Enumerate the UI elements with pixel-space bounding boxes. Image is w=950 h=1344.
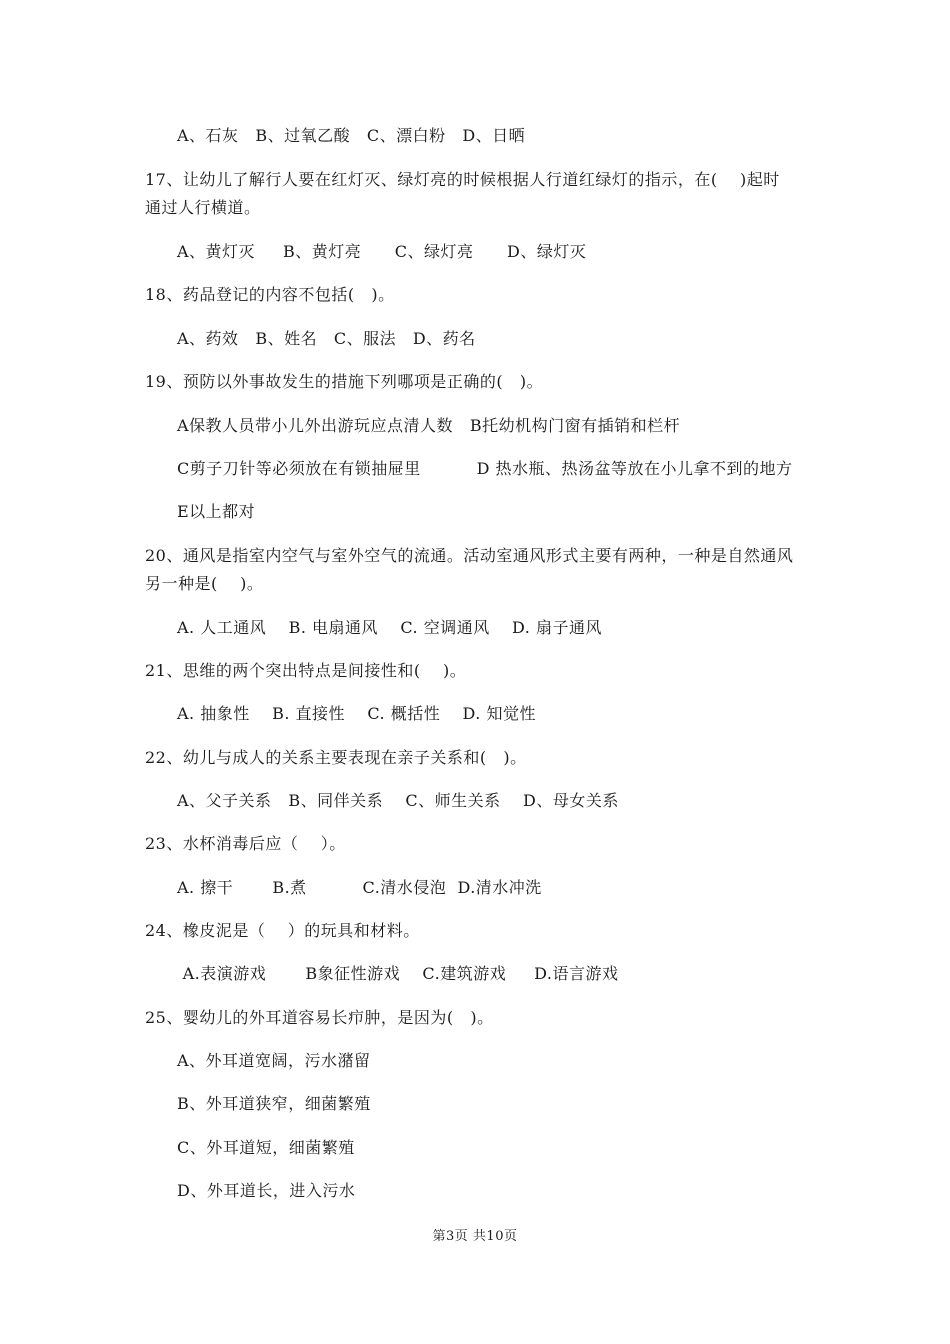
q19-option-e: E以上都对: [177, 502, 256, 521]
q22-text: 22、幼儿与成人的关系主要表现在亲子关系和( )。: [145, 748, 527, 767]
q21-text: 21、思维的两个突出特点是间接性和( )。: [145, 661, 467, 680]
q24-text: 24、橡皮泥是（ ）的玩具和材料。: [145, 921, 420, 940]
q17-options: A、黄灯灭 B、黄灯亮 C、绿灯亮 D、绿灯灭: [177, 242, 587, 261]
q25-option-d: D、外耳道长，进入污水: [177, 1181, 356, 1200]
q17-text-cont: 通过人行横道。: [145, 198, 261, 217]
q22-options: A、父子关系 B、同伴关系 C、师生关系 D、母女关系: [177, 791, 619, 810]
q19-options-ab: A保教人员带小儿外出游玩应点清人数 B托幼机构门窗有插销和栏杆: [177, 416, 681, 435]
q25-option-a: A、外耳道宽阔，污水潴留: [177, 1051, 371, 1070]
q21-options: A. 抽象性 B. 直接性 C. 概括性 D. 知觉性: [177, 704, 536, 723]
q20-options: A. 人工通风 B. 电扇通风 C. 空调通风 D. 扇子通风: [177, 618, 602, 637]
q25-text: 25、婴幼儿的外耳道容易长疖肿，是因为( )。: [145, 1008, 494, 1027]
q19-text: 19、预防以外事故发生的措施下列哪项是正确的( )。: [145, 372, 544, 391]
q25-option-c: C、外耳道短，细菌繁殖: [177, 1138, 355, 1157]
q25-option-b: B、外耳道狭窄，细菌繁殖: [177, 1094, 371, 1113]
q20-text: 20、通风是指室内空气与室外空气的流通。活动室通风形式主要有两种，一种是自然通风: [145, 546, 794, 565]
q18-options: A、药效 B、姓名 C、服法 D、药名: [177, 329, 476, 348]
q18-text: 18、药品登记的内容不包括( )。: [145, 285, 395, 304]
q16-options: A、石灰 B、过氧乙酸 C、漂白粉 D、日晒: [177, 126, 526, 145]
q17-text: 17、让幼儿了解行人要在红灯灭、绿灯亮的时候根据人行道红绿灯的指示，在( )起时: [145, 170, 780, 189]
q24-options: A.表演游戏 B象征性游戏 C.建筑游戏 D.语言游戏: [177, 964, 619, 983]
q19-options-cd: C剪子刀针等必须放在有锁抽屉里 D 热水瓶、热汤盆等放在小儿拿不到的地方: [177, 459, 793, 478]
q20-text-cont: 另一种是( )。: [145, 574, 264, 593]
q23-options: A. 擦干 B.煮 C.清水侵泡 D.清水冲洗: [177, 878, 542, 897]
q23-text: 23、水杯消毒后应（ ）。: [145, 834, 346, 853]
page-number: 第3页 共10页: [432, 1229, 518, 1244]
